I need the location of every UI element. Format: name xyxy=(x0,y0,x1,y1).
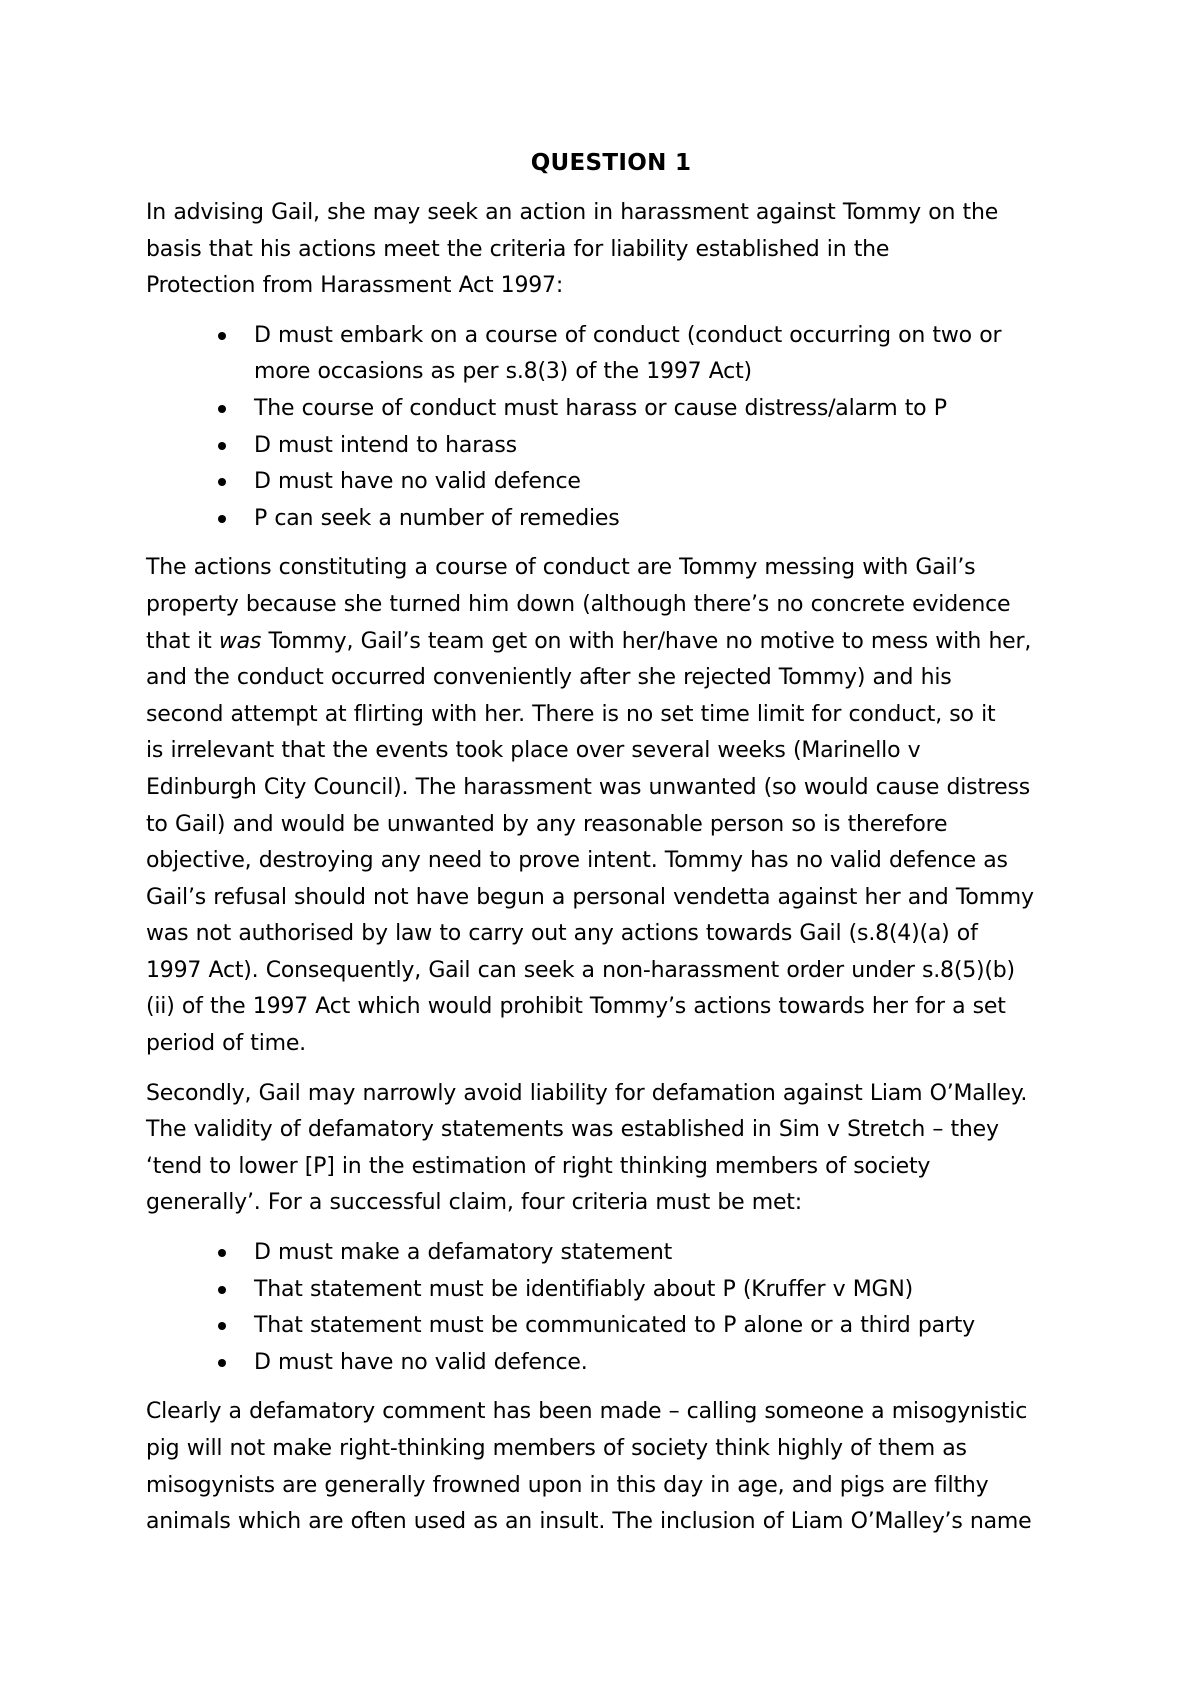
list-item xyxy=(146,1235,1076,1272)
text-line: period of time. xyxy=(146,1031,306,1057)
text-line: is irrelevant that the events took place over several weeks (Marinello v xyxy=(146,738,921,764)
text-line: (ii) of the 1997 Act which would prohibit Tommy’s actions towards her for a set xyxy=(146,994,1006,1020)
text-line: In advising Gail, she may seek an action in harassment against Tommy on the xyxy=(146,200,999,225)
text-line: property because she turned him down (although there’s no concrete evidence xyxy=(146,591,1011,617)
harassment-criteria-list xyxy=(146,318,1076,538)
text-line: Secondly, Gail may narrowly avoid liability for defamation against Liam O’Malley. xyxy=(146,1080,1028,1106)
list-item xyxy=(146,501,1076,538)
defamation-intro-paragraph xyxy=(146,1076,1076,1222)
text-line: The course of conduct must harass or cause distress/alarm to P xyxy=(254,395,947,421)
text-line: D must have no valid defence. xyxy=(254,1349,588,1375)
text-line: Clearly a defamatory comment has been made – calling someone a misogynistic xyxy=(146,1399,1028,1425)
text-line: generally’. For a successful claim, four criteria must be met: xyxy=(146,1190,802,1216)
text-line: 1997 Act). Consequently, Gail can seek a non-harassment order under s.8(5)(b) xyxy=(146,957,1015,983)
bullet-icon xyxy=(218,515,226,523)
document-title: QUESTION 1 xyxy=(530,150,692,176)
text-line: basis that his actions meet the criteria for liability established in the xyxy=(146,236,890,262)
text-line: D must have no valid defence xyxy=(254,469,581,495)
bullet-icon xyxy=(218,332,226,340)
bullet-icon xyxy=(218,405,226,413)
text-line: more occasions as per s.8(3) of the 1997 Act) xyxy=(254,359,752,385)
text-line xyxy=(146,624,1076,661)
text-line: D must embark on a course of conduct (conduct occurring on two or xyxy=(254,322,1002,348)
text-line: D must intend to harass xyxy=(254,432,517,458)
text-line: D must make a defamatory statement xyxy=(254,1240,673,1266)
text-line: The validity of defamatory statements was established in Sim v Stretch – they xyxy=(146,1117,999,1143)
bullet-icon xyxy=(218,478,226,486)
defamation-analysis-paragraph xyxy=(146,1394,1076,1540)
text-line: second attempt at flirting with her. There is no set time limit for conduct, so it xyxy=(146,701,996,727)
emphasized-word: was xyxy=(218,628,262,654)
text-line: objective, destroying any need to prove intent. Tommy has no valid defence as xyxy=(146,848,1008,874)
text-line: Gail’s refusal should not have begun a personal vendetta against her and Tommy xyxy=(146,884,1034,910)
text-line: That statement must be communicated to P alone or a third party xyxy=(254,1313,975,1339)
text-line: Protection from Harassment Act 1997: xyxy=(146,273,564,299)
text-line: to Gail) and would be unwanted by any reasonable person so is therefore xyxy=(146,811,948,837)
text-line: The actions constituting a course of conduct are Tommy messing with Gail’s xyxy=(146,555,976,581)
text-fragment: Tommy, Gail’s team get on with her/have no motive to mess with her, xyxy=(261,628,1032,654)
bullet-icon xyxy=(218,1249,226,1257)
bullet-icon xyxy=(218,1359,226,1367)
text-line: animals which are often used as an insult. The inclusion of Liam O’Malley’s name xyxy=(146,1509,1032,1535)
list-item xyxy=(146,428,1076,465)
document-body xyxy=(146,145,1076,1554)
list-item xyxy=(146,391,1076,428)
bullet-icon xyxy=(218,1322,226,1330)
text-line: misogynists are generally frowned upon in this day in age, and pigs are filthy xyxy=(146,1472,989,1498)
bullet-icon xyxy=(218,1286,226,1294)
intro-paragraph xyxy=(146,195,1076,305)
text-fragment: that it xyxy=(146,628,219,654)
defamation-criteria-list xyxy=(146,1235,1076,1381)
text-line: and the conduct occurred conveniently after she rejected Tommy) and his xyxy=(146,665,952,691)
list-item xyxy=(146,1308,1076,1345)
text-line: That statement must be identifiably about P (Kruffer v MGN) xyxy=(254,1276,913,1302)
text-line: P can seek a number of remedies xyxy=(254,505,620,531)
text-line: ‘tend to lower [P] in the estimation of right thinking members of society xyxy=(146,1153,931,1179)
bullet-icon xyxy=(218,442,226,450)
list-item xyxy=(146,1272,1076,1309)
harassment-analysis-paragraph xyxy=(146,550,1076,1062)
text-line: pig will not make right-thinking members of society think highly of them as xyxy=(146,1436,967,1461)
list-item xyxy=(146,464,1076,501)
list-item xyxy=(146,318,1076,391)
text-line: Edinburgh City Council). The harassment was unwanted (so would cause distress xyxy=(146,774,1031,800)
list-item xyxy=(146,1345,1076,1382)
text-line: was not authorised by law to carry out any actions towards Gail (s.8(4)(a) of xyxy=(146,921,978,947)
